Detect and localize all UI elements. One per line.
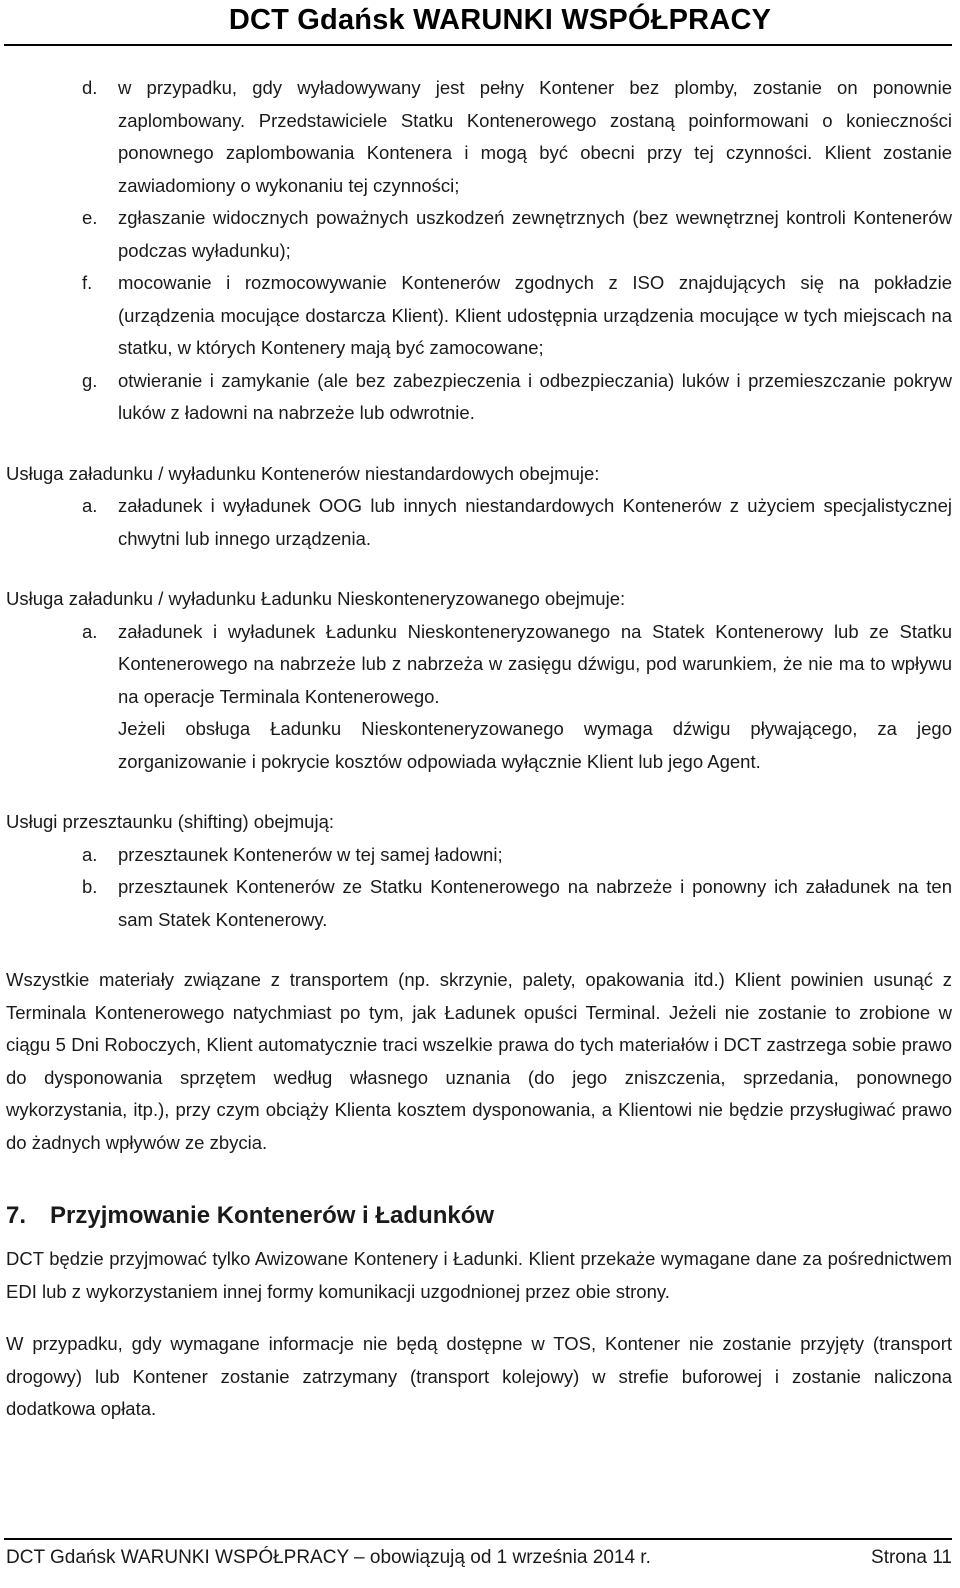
section-paragraph: W przypadku, gdy wymagane informacje nie będą dostępne w TOS, Kontener nie zostanie przyjęty (transport drogowy) lub Kontener zostanie zatrzymany (transport kolejowy) w strefie buforowej i zostanie naliczona dodatkowa opłata. — [6, 1333, 952, 1419]
list-marker: g. — [82, 369, 98, 391]
page-number: Strona 11 — [871, 1547, 952, 1568]
breakbulk-note: Jeżeli obsługa Ładunku Nieskonteneryzowanego wymaga dźwigu pływającego, za jego zorganizowanie i pokrycie kosztów odpowiada wyłącznie Klient lub jego Agent. — [118, 718, 952, 772]
list-item — [6, 365, 952, 430]
list-text: załadunek i wyładunek OOG lub innych niestandardowych Kontenerów z użyciem specjalistycznej chwytni lub innego urządzenia. — [118, 495, 952, 549]
list-marker: f. — [82, 272, 93, 293]
list-text: przesztaunek Kontenerów w tej samej ładowni; — [118, 843, 503, 865]
list-item — [6, 72, 952, 202]
list-item — [6, 616, 952, 714]
list-marker: b. — [82, 876, 98, 897]
shifting-heading: Usługi przesztaunku (shifting) obejmują: — [6, 811, 335, 832]
list-top — [6, 72, 952, 430]
list-item — [6, 871, 952, 936]
list-text: mocowanie i rozmocowywanie Kontenerów zgodnych z ISO znajdujących się na pokładzie (urządzenia mocujące dostarcza Klient). Klient udostępnia urządzenia mocujące w tych miejscach na statku, w których Kontenery mają być zamocowane; — [118, 272, 952, 358]
oog-heading: Usługa załadunku / wyładunku Kontenerów niestandardowych obejmuje: — [6, 462, 600, 484]
document-body — [6, 72, 952, 1426]
list-item — [6, 839, 952, 872]
list-marker: a. — [82, 843, 98, 865]
footer-text: DCT Gdańsk WARUNKI WSPÓŁPRACY – obowiązują od 1 września 2014 r. — [6, 1547, 651, 1568]
header-divider — [4, 44, 952, 46]
list-text: zgłaszanie widocznych poważnych uszkodzeń zewnętrznych (bez wewnętrznej kontroli Kontenerów podczas wyładunku); — [118, 207, 952, 261]
list-text: w przypadku, gdy wyładowywany jest pełny Kontener bez plomby, zostanie on ponownie zaplombowany. Przedstawiciele Statku Kontenerowego zostaną poinformowani o konieczności ponownego zaplombowania Kontenera i mogą być obecni przy tej czynności. Klient zostanie zawiadomiony o wykonaniu tej czynności; — [118, 77, 952, 196]
section-paragraph: DCT będzie przyjmować tylko Awizowane Kontenery i Ładunki. Klient przekaże wymagane dane za pośrednictwem EDI lub z wykorzystaniem innej formy komunikacji uzgodnionej przez obie strony. — [6, 1248, 952, 1302]
list-text: otwieranie i zamykanie (ale bez zabezpieczenia i odbezpieczania) luków i przemieszczanie pokryw luków z ładowni na nabrzeże lub odwrotnie. — [118, 369, 952, 423]
list-marker: d. — [82, 77, 98, 98]
section-heading — [6, 1199, 952, 1233]
list-text: przesztaunek Kontenerów ze Statku Kontenerowego na nabrzeże i ponowny ich załadunek na ten sam Statek Kontenerowy. — [118, 876, 952, 930]
footer-divider — [4, 1538, 952, 1540]
list-marker: a. — [82, 495, 98, 516]
list-item — [6, 490, 952, 555]
document-title: DCT Gdańsk WARUNKI WSPÓŁPRACY — [228, 4, 772, 36]
list-marker: a. — [82, 620, 98, 642]
materials-paragraph: Wszystkie materiały związane z transportem (np. skrzynie, palety, opakowania itd.) Klient powinien usunąć z Terminala Kontenerowego natychmiast po tym, jak Ładunek opuści Terminal. Jeżeli nie zostanie to zrobione w ciągu 5 Dni Roboczych, Klient automatycznie traci wszelkie prawa do tych materiałów i DCT zastrzega sobie prawo do dysponowania sprzętem według własnego uznania (do jego zniszczenia, sprzedania, ponownego wykorzystania, itp.), przy czym obciąży Klienta kosztem dysponowania, a Klientowi nie będzie przysługiwać prawo do żadnych wpływów ze zbycia. — [6, 969, 952, 1153]
page-header — [0, 0, 960, 42]
list-item — [6, 267, 952, 365]
breakbulk-heading: Usługa załadunku / wyładunku Ładunku Nieskonteneryzowanego obejmuje: — [6, 588, 626, 609]
list-marker: e. — [82, 207, 98, 228]
section-title: Przyjmowanie Kontenerów i Ładunków — [50, 1202, 495, 1229]
page-footer — [6, 1544, 952, 1572]
list-item — [6, 202, 952, 267]
list-text: załadunek i wyładunek Ładunku Nieskonteneryzowanego na Statek Kontenerowy lub ze Statku Kontenerowego na nabrzeże lub z nabrzeża w zasięgu dźwigu, pod warunkiem, że nie ma to wpływu na operacje Terminala Kontenerowego. — [118, 620, 952, 707]
section-number: 7. — [6, 1202, 27, 1229]
